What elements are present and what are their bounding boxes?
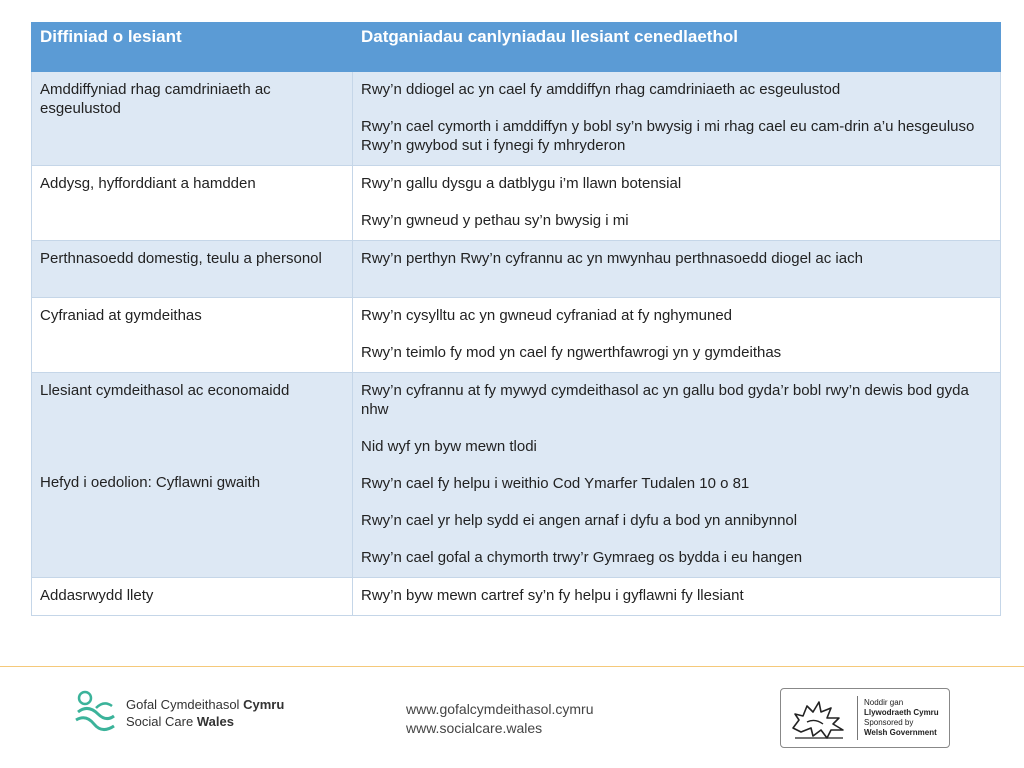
table-row xyxy=(32,298,1001,373)
definition-text: Hefyd i oedolion: Cyflawni gwaith xyxy=(40,474,261,491)
outcome-text: Rwy’n gwneud y pethau sy’n bwysig i mi xyxy=(361,212,629,229)
table-row xyxy=(32,72,1001,166)
url-english[interactable]: www.socialcare.wales xyxy=(406,720,543,736)
outcome-text: Rwy’n cysylltu ac yn gwneud cyfraniad at fy nghymuned xyxy=(361,307,733,324)
gov-text xyxy=(864,698,939,738)
row-definition-cell xyxy=(32,166,353,241)
outcome-text: Rwy’n cyfrannu at fy mywyd cymdeithasol ac yn gallu bod gyda’r bobl rwy’n dewis bod gyda nhw xyxy=(361,382,969,418)
row-outcome-cell xyxy=(353,578,1001,616)
table-row xyxy=(32,166,1001,241)
url-welsh[interactable]: www.gofalcymdeithasol.cymru xyxy=(406,701,594,717)
wellbeing-table xyxy=(31,22,1001,616)
definition-text: Llesiant cymdeithasol ac economaidd xyxy=(40,382,290,399)
footer-urls xyxy=(406,700,594,738)
table-row xyxy=(32,241,1001,298)
definition-text: Amddiffyniad rhag camdriniaeth ac esgeulustod xyxy=(40,81,271,117)
logo-line2-b: Wales xyxy=(196,714,234,729)
row-definition-cell xyxy=(32,578,353,616)
outcome-text: Rwy’n byw mewn cartref sy’n fy helpu i gyflawni fy llesiant xyxy=(361,587,744,604)
gov-divider xyxy=(857,696,858,740)
outcome-text: Rwy’n gallu dysgu a datblygu i’m llawn botensial xyxy=(361,175,682,192)
outcome-text: Rwy’n cael fy helpu i weithio Cod Ymarfer Tudalen 10 o 81 xyxy=(361,475,750,492)
footer-divider xyxy=(0,666,1024,667)
gov-line2: Llywodraeth Cymru xyxy=(864,708,939,717)
logo-text xyxy=(126,696,284,730)
outcome-text: Rwy’n cael cymorth i amddiffyn y bobl sy’n bwysig i mi rhag cael eu cam-drin a’u hesgeuluso Rwy’n gwybod sut i fynegi fy mhryderon xyxy=(361,118,975,154)
definition-text: Perthnasoedd domestig, teulu a phersonol xyxy=(40,250,322,267)
header-outcomes: Datganiadau canlyniadau llesiant cenedlaethol xyxy=(353,23,1001,72)
row-outcome-cell xyxy=(353,298,1001,373)
row-outcome-cell xyxy=(353,241,1001,298)
row-outcome-cell xyxy=(353,166,1001,241)
table-row xyxy=(32,373,1001,578)
row-definition-cell xyxy=(32,72,353,166)
definition-text: Addasrwydd llety xyxy=(40,587,154,604)
table-header-row xyxy=(32,23,1001,72)
row-definition-cell xyxy=(32,298,353,373)
logo-line1-b: Cymru xyxy=(243,697,285,712)
gov-line4: Welsh Government xyxy=(864,728,937,737)
welsh-government-logo xyxy=(780,688,950,748)
dragon-icon xyxy=(787,694,851,742)
row-definition-cell xyxy=(32,241,353,298)
row-definition-cell xyxy=(32,373,353,578)
header-definition: Diffiniad o lesiant xyxy=(32,23,353,72)
definition-text: Cyfraniad at gymdeithas xyxy=(40,307,202,324)
gov-line3: Sponsored by xyxy=(864,718,914,727)
logo-line1-a: Gofal Cymdeithasol xyxy=(126,697,240,712)
logo-line2-a: Social Care xyxy=(126,714,194,729)
social-care-wales-icon xyxy=(74,690,118,736)
outcome-text: Rwy’n cael yr help sydd ei angen arnaf i dyfu a bod yn annibynnol xyxy=(361,512,798,529)
outcome-text: Nid wyf yn byw mewn tlodi xyxy=(361,438,537,455)
social-care-wales-logo xyxy=(74,690,284,736)
definition-text: Addysg, hyfforddiant a hamdden xyxy=(40,175,256,192)
gov-line1: Noddir gan xyxy=(864,698,904,707)
table-row xyxy=(32,578,1001,616)
outcome-text: Rwy’n cael gofal a chymorth trwy’r Gymraeg os bydda i eu hangen xyxy=(361,549,803,566)
row-outcome-cell xyxy=(353,72,1001,166)
outcome-text: Rwy’n perthyn Rwy’n cyfrannu ac yn mwynhau perthnasoedd diogel ac iach xyxy=(361,250,863,267)
outcome-text: Rwy’n ddiogel ac yn cael fy amddiffyn rhag camdriniaeth ac esgeulustod xyxy=(361,81,841,98)
row-outcome-cell xyxy=(353,373,1001,578)
outcome-text: Rwy’n teimlo fy mod yn cael fy ngwerthfawrogi yn y gymdeithas xyxy=(361,344,782,361)
